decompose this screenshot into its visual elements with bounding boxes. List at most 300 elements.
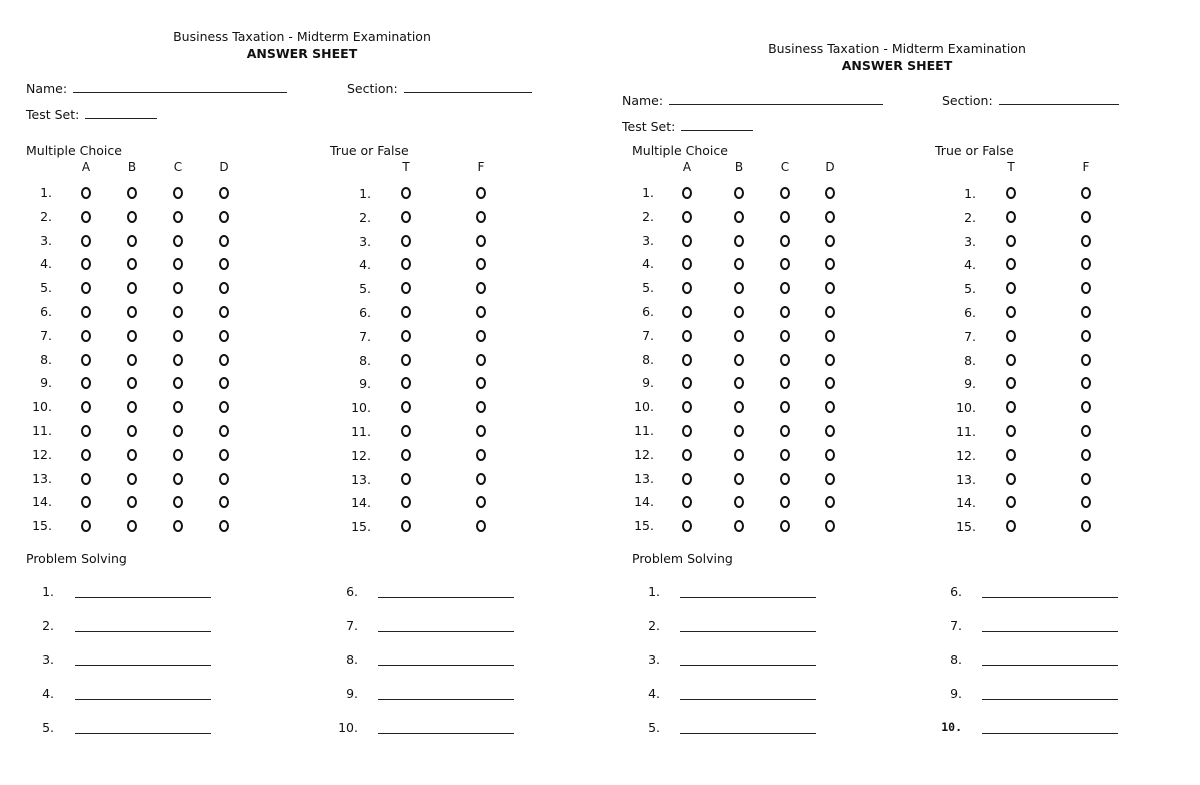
mc-bubble-12-b[interactable] (734, 449, 744, 461)
mc-item-number: 1. (642, 185, 654, 200)
mc-bubble-2-d[interactable] (219, 211, 229, 223)
mc-bubble-1-c[interactable] (173, 187, 183, 199)
mc-item-number: 9. (642, 375, 654, 391)
tf-bubble-2-t[interactable] (1006, 211, 1016, 223)
mc-bubble-12-c[interactable] (173, 449, 183, 461)
mc-item-number: 4. (40, 256, 52, 272)
name-blank-line[interactable] (669, 92, 883, 105)
mc-bubble-3-b[interactable] (734, 235, 744, 247)
test-set-label: Test Set: (26, 107, 80, 122)
tf-item-number: 4. (964, 257, 976, 273)
mc-bubble-1-d[interactable] (825, 187, 835, 199)
tf-item-number: 14. (351, 495, 371, 511)
problem-number: 2. (648, 618, 660, 633)
tf-bubble-13-t[interactable] (401, 473, 411, 485)
tf-bubble-10-f[interactable] (1081, 401, 1091, 413)
mc-item-number: 11. (634, 423, 654, 438)
mc-bubble-8-c[interactable] (780, 354, 790, 366)
tf-bubble-12-f[interactable] (476, 449, 486, 461)
tf-bubble-11-t[interactable] (401, 425, 411, 437)
mc-bubble-13-c[interactable] (173, 473, 183, 485)
mc-bubble-13-a[interactable] (81, 473, 91, 485)
problem-number: 9. (346, 686, 358, 701)
mc-bubble-11-d[interactable] (825, 425, 835, 437)
mc-bubble-10-b[interactable] (734, 401, 744, 413)
mc-bubble-2-c[interactable] (780, 211, 790, 223)
mc-bubble-1-a[interactable] (81, 187, 91, 199)
name-field[interactable] (622, 92, 883, 108)
tf-item-number: 2. (964, 209, 976, 225)
mc-bubble-10-d[interactable] (219, 401, 229, 413)
mc-bubble-11-c[interactable] (780, 425, 790, 437)
mc-bubble-2-a[interactable] (682, 211, 692, 223)
tf-bubble-4-f[interactable] (476, 258, 486, 270)
mc-item-number: 2. (642, 208, 654, 224)
tf-bubble-5-f[interactable] (476, 282, 486, 294)
tf-bubble-5-t[interactable] (1006, 282, 1016, 294)
mc-bubble-4-c[interactable] (780, 258, 790, 270)
tf-bubble-7-t[interactable] (401, 330, 411, 342)
problem-answer-line[interactable] (680, 699, 816, 700)
mc-item-number: 14. (634, 494, 654, 510)
problem-answer-line[interactable] (378, 631, 514, 632)
problem-number: 7. (346, 618, 358, 633)
tf-bubble-13-f[interactable] (476, 473, 486, 485)
mc-bubble-1-b[interactable] (734, 187, 744, 199)
mc-bubble-12-a[interactable] (682, 449, 692, 461)
mc-bubble-9-a[interactable] (81, 377, 91, 389)
exam-title: Business Taxation - Midterm Examination (173, 29, 431, 44)
mc-bubble-15-d[interactable] (825, 520, 835, 532)
problem-answer-line[interactable] (680, 631, 816, 632)
mc-bubble-9-d[interactable] (219, 377, 229, 389)
mc-bubble-11-d[interactable] (219, 425, 229, 437)
mc-bubble-8-d[interactable] (825, 354, 835, 366)
mc-bubble-9-b[interactable] (127, 377, 137, 389)
problem-answer-line[interactable] (75, 597, 211, 598)
section-blank-line[interactable] (999, 92, 1119, 105)
mc-bubble-8-a[interactable] (682, 354, 692, 366)
tf-item-number: 12. (351, 447, 371, 463)
mc-item-number: 13. (32, 470, 52, 486)
mc-bubble-5-b[interactable] (734, 282, 744, 294)
mc-bubble-9-c[interactable] (780, 377, 790, 389)
mc-item-number: 12. (32, 446, 52, 462)
tf-bubble-15-t[interactable] (401, 520, 411, 532)
mc-item-number: 1. (40, 185, 52, 200)
mc-bubble-8-d[interactable] (219, 354, 229, 366)
tf-item-number: 12. (956, 447, 976, 463)
mc-item-number: 9. (40, 375, 52, 391)
problem-answer-line[interactable] (75, 631, 211, 632)
mc-bubble-9-d[interactable] (825, 377, 835, 389)
tf-bubble-9-f[interactable] (1081, 377, 1091, 389)
problem-answer-line[interactable] (680, 733, 816, 734)
tf-bubble-12-t[interactable] (401, 449, 411, 461)
tf-item-number: 5. (964, 281, 976, 297)
test-set-field[interactable] (26, 106, 157, 122)
problem-answer-line[interactable] (680, 665, 816, 666)
mc-bubble-8-a[interactable] (81, 354, 91, 366)
tf-item-number: 13. (351, 471, 371, 487)
mc-bubble-9-c[interactable] (173, 377, 183, 389)
mc-bubble-2-d[interactable] (825, 211, 835, 223)
problem-number: 7. (950, 618, 962, 633)
mc-bubble-8-b[interactable] (734, 354, 744, 366)
tf-bubble-11-f[interactable] (1081, 425, 1091, 437)
mc-bubble-4-a[interactable] (682, 258, 692, 270)
mc-bubble-3-a[interactable] (682, 235, 692, 247)
problem-number: 10. (941, 720, 962, 734)
tf-bubble-6-t[interactable] (1006, 306, 1016, 318)
mc-bubble-7-a[interactable] (81, 330, 91, 342)
mc-bubble-11-a[interactable] (81, 425, 91, 437)
tf-item-number: 8. (964, 352, 976, 368)
mc-bubble-6-a[interactable] (682, 306, 692, 318)
mc-bubble-5-c[interactable] (780, 282, 790, 294)
tf-bubble-6-f[interactable] (1081, 306, 1091, 318)
mc-bubble-6-b[interactable] (127, 306, 137, 318)
mc-item-number: 15. (32, 518, 52, 534)
problem-answer-line[interactable] (378, 699, 514, 700)
mc-bubble-4-d[interactable] (825, 258, 835, 270)
section-field[interactable] (347, 80, 532, 96)
mc-bubble-4-d[interactable] (219, 258, 229, 270)
problem-number: 5. (648, 720, 660, 735)
mc-bubble-12-d[interactable] (219, 449, 229, 461)
mc-bubble-11-a[interactable] (682, 425, 692, 437)
mc-bubble-13-b[interactable] (734, 473, 744, 485)
tf-bubble-14-f[interactable] (1081, 496, 1091, 508)
mc-column-a: A (81, 160, 91, 174)
mc-bubble-5-d[interactable] (219, 282, 229, 294)
mc-bubble-7-b[interactable] (127, 330, 137, 342)
problem-answer-line[interactable] (680, 597, 816, 598)
tf-bubble-7-t[interactable] (1006, 330, 1016, 342)
problem-number: 4. (42, 686, 54, 701)
problem-number: 1. (648, 584, 660, 599)
mc-item-number: 10. (32, 399, 52, 415)
mc-bubble-14-c[interactable] (780, 496, 790, 508)
tf-bubble-15-f[interactable] (1081, 520, 1091, 532)
problem-number: 5. (42, 720, 54, 735)
tf-bubble-6-t[interactable] (401, 306, 411, 318)
mc-bubble-6-b[interactable] (734, 306, 744, 318)
mc-bubble-15-c[interactable] (173, 520, 183, 532)
mc-bubble-13-c[interactable] (780, 473, 790, 485)
tf-bubble-11-f[interactable] (476, 425, 486, 437)
mc-bubble-2-b[interactable] (127, 211, 137, 223)
problem-number: 3. (648, 652, 660, 667)
tf-bubble-10-f[interactable] (476, 401, 486, 413)
tf-item-number: 14. (956, 495, 976, 511)
tf-column-f: F (477, 160, 485, 174)
answer-sheet-heading: ANSWER SHEET (246, 46, 358, 61)
mc-bubble-6-d[interactable] (825, 306, 835, 318)
mc-bubble-10-b[interactable] (127, 401, 137, 413)
mc-item-number: 10. (634, 399, 654, 415)
name-blank-line[interactable] (73, 80, 287, 93)
name-label: Name: (622, 93, 664, 108)
mc-bubble-5-a[interactable] (682, 282, 692, 294)
mc-bubble-5-b[interactable] (127, 282, 137, 294)
name-label: Name: (26, 81, 68, 96)
mc-bubble-5-d[interactable] (825, 282, 835, 294)
mc-bubble-4-a[interactable] (81, 258, 91, 270)
problem-answer-line[interactable] (75, 699, 211, 700)
tf-bubble-3-t[interactable] (401, 235, 411, 247)
mc-item-number: 12. (634, 446, 654, 462)
tf-bubble-8-t[interactable] (1006, 354, 1016, 366)
tf-bubble-2-t[interactable] (401, 211, 411, 223)
tf-bubble-8-f[interactable] (1081, 354, 1091, 366)
tf-bubble-3-t[interactable] (1006, 235, 1016, 247)
tf-column-t: T (1007, 160, 1015, 174)
tf-bubble-15-t[interactable] (1006, 520, 1016, 532)
mc-item-number: 6. (642, 304, 654, 319)
tf-bubble-1-t[interactable] (401, 187, 411, 199)
problem-number: 6. (950, 584, 962, 599)
mc-bubble-14-d[interactable] (825, 496, 835, 508)
mc-column-c: C (780, 160, 790, 174)
mc-item-number: 3. (40, 232, 52, 248)
tf-bubble-12-f[interactable] (1081, 449, 1091, 461)
mc-bubble-14-c[interactable] (173, 496, 183, 508)
tf-item-number: 8. (359, 352, 371, 368)
mc-column-b: B (734, 160, 744, 174)
tf-item-number: 7. (964, 328, 976, 344)
mc-bubble-15-b[interactable] (734, 520, 744, 532)
mc-bubble-14-a[interactable] (682, 496, 692, 508)
tf-item-number: 1. (359, 186, 371, 201)
tf-bubble-7-f[interactable] (1081, 330, 1091, 342)
mc-bubble-6-c[interactable] (173, 306, 183, 318)
mc-bubble-4-b[interactable] (734, 258, 744, 270)
mc-bubble-15-b[interactable] (127, 520, 137, 532)
mc-bubble-1-a[interactable] (682, 187, 692, 199)
mc-bubble-10-d[interactable] (825, 401, 835, 413)
tf-bubble-9-t[interactable] (401, 377, 411, 389)
mc-bubble-9-a[interactable] (682, 377, 692, 389)
mc-column-c: C (173, 160, 183, 174)
name-field[interactable] (26, 80, 287, 96)
tf-bubble-13-f[interactable] (1081, 473, 1091, 485)
tf-item-number: 4. (359, 257, 371, 273)
mc-bubble-3-c[interactable] (780, 235, 790, 247)
problem-number: 10. (338, 720, 358, 735)
mc-bubble-14-b[interactable] (127, 496, 137, 508)
tf-column-t: T (402, 160, 410, 174)
mc-column-d: D (825, 160, 835, 174)
mc-bubble-7-d[interactable] (219, 330, 229, 342)
problem-number: 1. (42, 584, 54, 599)
section-field[interactable] (942, 92, 1119, 108)
mc-bubble-15-c[interactable] (780, 520, 790, 532)
mc-bubble-1-b[interactable] (127, 187, 137, 199)
tf-bubble-8-f[interactable] (476, 354, 486, 366)
problem-answer-line[interactable] (75, 665, 211, 666)
mc-bubble-11-b[interactable] (127, 425, 137, 437)
mc-bubble-3-c[interactable] (173, 235, 183, 247)
section-blank-line[interactable] (404, 80, 532, 93)
test-set-blank-line[interactable] (85, 106, 157, 119)
mc-bubble-7-d[interactable] (825, 330, 835, 342)
mc-bubble-7-c[interactable] (173, 330, 183, 342)
mc-item-number: 5. (40, 280, 52, 296)
mc-column-b: B (127, 160, 137, 174)
mc-bubble-10-c[interactable] (780, 401, 790, 413)
tf-item-number: 11. (956, 424, 976, 439)
mc-bubble-13-b[interactable] (127, 473, 137, 485)
problem-answer-line[interactable] (378, 597, 514, 598)
tf-bubble-2-f[interactable] (1081, 211, 1091, 223)
tf-bubble-8-t[interactable] (401, 354, 411, 366)
tf-item-number: 6. (964, 305, 976, 320)
problem-answer-line[interactable] (982, 631, 1118, 632)
mc-item-number: 2. (40, 208, 52, 224)
mc-bubble-10-a[interactable] (81, 401, 91, 413)
problem-number: 9. (950, 686, 962, 701)
mc-bubble-12-a[interactable] (81, 449, 91, 461)
tf-item-number: 6. (359, 305, 371, 320)
tf-item-number: 15. (956, 519, 976, 535)
mc-bubble-7-b[interactable] (734, 330, 744, 342)
mc-bubble-2-a[interactable] (81, 211, 91, 223)
mc-bubble-1-c[interactable] (780, 187, 790, 199)
mc-bubble-9-b[interactable] (734, 377, 744, 389)
problem-answer-line[interactable] (982, 665, 1118, 666)
tf-bubble-1-f[interactable] (476, 187, 486, 199)
mc-bubble-4-b[interactable] (127, 258, 137, 270)
mc-bubble-13-d[interactable] (219, 473, 229, 485)
mc-item-number: 5. (642, 280, 654, 296)
mc-bubble-3-a[interactable] (81, 235, 91, 247)
exam-title: Business Taxation - Midterm Examination (768, 41, 1026, 56)
tf-bubble-13-t[interactable] (1006, 473, 1016, 485)
tf-bubble-4-t[interactable] (1006, 258, 1016, 270)
problem-answer-line[interactable] (982, 699, 1118, 700)
problem-answer-line[interactable] (982, 597, 1118, 598)
tf-bubble-14-t[interactable] (1006, 496, 1016, 508)
problem-answer-line[interactable] (75, 733, 211, 734)
mc-bubble-3-b[interactable] (127, 235, 137, 247)
mc-bubble-8-b[interactable] (127, 354, 137, 366)
tf-item-number: 15. (351, 519, 371, 535)
test-set-field[interactable] (622, 118, 753, 134)
mc-bubble-2-b[interactable] (734, 211, 744, 223)
mc-bubble-13-d[interactable] (825, 473, 835, 485)
tf-bubble-14-t[interactable] (401, 496, 411, 508)
tf-item-number: 3. (964, 233, 976, 249)
tf-bubble-14-f[interactable] (476, 496, 486, 508)
mc-bubble-15-a[interactable] (682, 520, 692, 532)
answer-sheet-heading: ANSWER SHEET (841, 58, 953, 73)
tf-bubble-5-t[interactable] (401, 282, 411, 294)
mc-bubble-11-c[interactable] (173, 425, 183, 437)
mc-bubble-12-d[interactable] (825, 449, 835, 461)
tf-bubble-11-t[interactable] (1006, 425, 1016, 437)
section-label: Section: (347, 81, 398, 96)
mc-bubble-6-a[interactable] (81, 306, 91, 318)
tf-bubble-10-t[interactable] (401, 401, 411, 413)
tf-item-number: 9. (359, 376, 371, 392)
tf-bubble-3-f[interactable] (476, 235, 486, 247)
mc-bubble-11-b[interactable] (734, 425, 744, 437)
problem-answer-line[interactable] (378, 733, 514, 734)
mc-bubble-10-a[interactable] (682, 401, 692, 413)
problem-number: 3. (42, 652, 54, 667)
mc-bubble-5-a[interactable] (81, 282, 91, 294)
mc-bubble-15-a[interactable] (81, 520, 91, 532)
mc-bubble-3-d[interactable] (825, 235, 835, 247)
mc-bubble-4-c[interactable] (173, 258, 183, 270)
tf-bubble-9-t[interactable] (1006, 377, 1016, 389)
mc-bubble-6-c[interactable] (780, 306, 790, 318)
mc-item-number: 14. (32, 494, 52, 510)
problem-solving-heading: Problem Solving (26, 551, 127, 566)
tf-bubble-9-f[interactable] (476, 377, 486, 389)
problem-number: 8. (950, 652, 962, 667)
mc-item-number: 7. (642, 327, 654, 343)
tf-bubble-1-t[interactable] (1006, 187, 1016, 199)
true-false-heading: True or False (935, 143, 1014, 158)
mc-bubble-7-a[interactable] (682, 330, 692, 342)
mc-item-number: 11. (32, 423, 52, 438)
test-set-blank-line[interactable] (681, 118, 753, 131)
mc-bubble-12-b[interactable] (127, 449, 137, 461)
mc-bubble-14-a[interactable] (81, 496, 91, 508)
mc-bubble-14-d[interactable] (219, 496, 229, 508)
mc-bubble-6-d[interactable] (219, 306, 229, 318)
problem-answer-line[interactable] (982, 733, 1118, 734)
tf-item-number: 13. (956, 471, 976, 487)
mc-bubble-1-d[interactable] (219, 187, 229, 199)
tf-bubble-10-t[interactable] (1006, 401, 1016, 413)
tf-bubble-1-f[interactable] (1081, 187, 1091, 199)
multiple-choice-heading: Multiple Choice (632, 143, 728, 158)
mc-item-number: 15. (634, 518, 654, 534)
problem-answer-line[interactable] (378, 665, 514, 666)
mc-item-number: 7. (40, 327, 52, 343)
mc-item-number: 3. (642, 232, 654, 248)
mc-bubble-14-b[interactable] (734, 496, 744, 508)
mc-bubble-10-c[interactable] (173, 401, 183, 413)
tf-bubble-7-f[interactable] (476, 330, 486, 342)
multiple-choice-heading: Multiple Choice (26, 143, 122, 158)
mc-bubble-15-d[interactable] (219, 520, 229, 532)
mc-column-a: A (682, 160, 692, 174)
mc-item-number: 8. (40, 351, 52, 367)
mc-bubble-8-c[interactable] (173, 354, 183, 366)
mc-bubble-7-c[interactable] (780, 330, 790, 342)
tf-bubble-6-f[interactable] (476, 306, 486, 318)
tf-item-number: 3. (359, 233, 371, 249)
tf-bubble-3-f[interactable] (1081, 235, 1091, 247)
mc-bubble-12-c[interactable] (780, 449, 790, 461)
tf-bubble-15-f[interactable] (476, 520, 486, 532)
tf-bubble-12-t[interactable] (1006, 449, 1016, 461)
tf-bubble-2-f[interactable] (476, 211, 486, 223)
tf-bubble-4-t[interactable] (401, 258, 411, 270)
mc-bubble-3-d[interactable] (219, 235, 229, 247)
tf-bubble-4-f[interactable] (1081, 258, 1091, 270)
mc-bubble-2-c[interactable] (173, 211, 183, 223)
tf-item-number: 1. (964, 186, 976, 201)
mc-bubble-13-a[interactable] (682, 473, 692, 485)
tf-column-f: F (1082, 160, 1090, 174)
mc-bubble-5-c[interactable] (173, 282, 183, 294)
tf-bubble-5-f[interactable] (1081, 282, 1091, 294)
